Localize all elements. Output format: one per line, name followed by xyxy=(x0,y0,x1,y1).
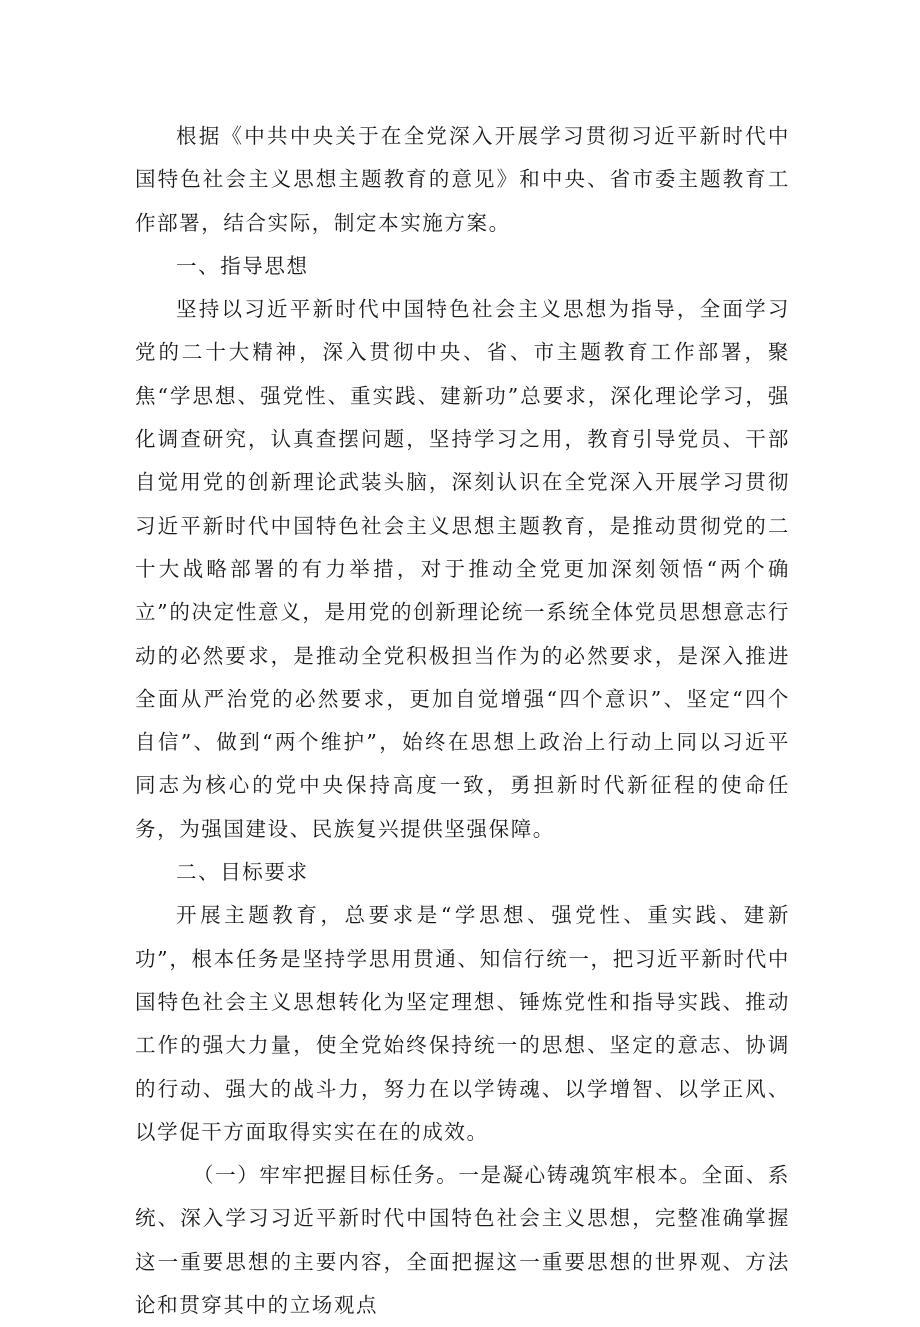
guiding-ideology-paragraph: 坚持以习近平新时代中国特色社会主义思想为指导，全面学习党的二十大精神，深入贯彻中央、省、市主题教育工作部署，聚焦“学思想、强党性、重实践、建新功”总要求，深化理论学习，强化调查研究，认真查摆问题，坚持学习之用，教育引导党员、干部自觉用党的创新理论武装头脑，深刻认识在全党深入开展学习贯彻习近平新时代中国特色社会主义思想主题教育，是推动贯彻党的二十大战略部署的有力举措，对于推动全党更加深刻领悟“两个确立”的决定性意义，是用党的创新理论统一系统全体党员思想意志行动的必然要求，是推动全党积极担当作为的必然要求，是深入推进全面从严治党的必然要求，更加自觉增强“四个意识”、坚定“四个自信”、做到“两个维护”，始终在思想上政治上行动上同以习近平同志为核心的党中央保持高度一致，勇担新时代新征程的使命任务，为强国建设、民族复兴提供坚强保障。 xyxy=(135,297,790,841)
section-heading-guiding-ideology: 一、指导思想 xyxy=(176,253,309,278)
target-tasks-paragraph: （一）牢牢把握目标任务。一是凝心铸魂筑牢根本。全面、系统、深入学习习近平新时代中国特色社会主义思想，完整准确掌握这一重要思想的主要内容，全面把握这一重要思想的世界观、方法论和贯穿其中的立场观点 xyxy=(135,1163,790,1318)
objectives-paragraph: 开展主题教育，总要求是“学思想、强党性、重实践、建新功”，根本任务是坚持学思用贯通、知信行统一，把习近平新时代中国特色社会主义思想转化为坚定理想、锤炼党性和指导实践、推动工作的强大力量，使全党始终保持统一的思想、坚定的意志、协调的行动、强大的战斗力，努力在以学铸魂、以学增智、以学正风、以学促干方面取得实实在在的成效。 xyxy=(135,903,790,1144)
intro-paragraph: 根据《中共中央关于在全党深入开展学习贯彻习近平新时代中国特色社会主义思想主题教育的意见》和中央、省市委主题教育工作部署，结合实际，制定本实施方案。 xyxy=(135,124,790,235)
document-body xyxy=(135,115,790,1327)
section-heading-objectives: 二、目标要求 xyxy=(176,860,309,885)
